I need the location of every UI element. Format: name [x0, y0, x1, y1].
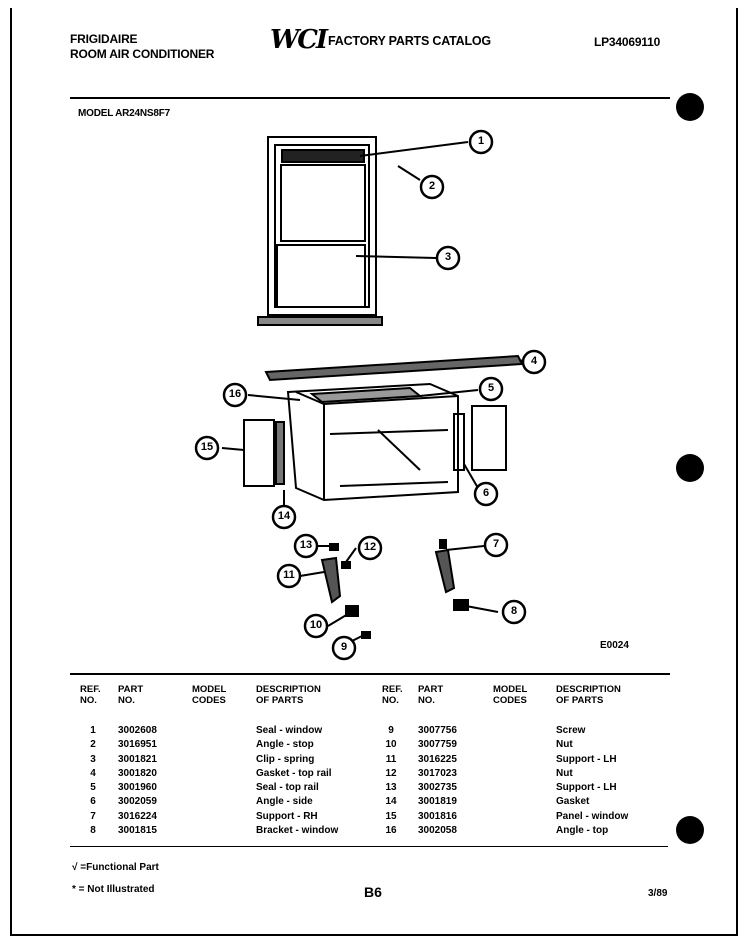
header-model-codes-right: MODEL CODES [493, 684, 528, 706]
wci-logo: WCI [270, 25, 327, 55]
callout-label-5: 5 [487, 382, 495, 394]
left-part-column [118, 724, 157, 838]
callout-label-2: 2 [428, 180, 436, 192]
table-row-part: 3002735 [418, 782, 457, 794]
table-row-ref: 3 [90, 753, 96, 765]
table-row-ref: 14 [385, 796, 397, 808]
table-row-ref: 8 [90, 825, 96, 837]
callout-label-14: 14 [277, 510, 291, 522]
table-row-desc: Gasket [556, 796, 590, 808]
table-row-part: 3017023 [418, 767, 457, 779]
table-row-ref: 4 [90, 767, 96, 779]
table-row-ref: 10 [385, 739, 397, 751]
diagram-code: E0024 [600, 640, 629, 651]
table-row-part: 3016224 [118, 810, 157, 822]
table-row-desc: Support - RH [256, 810, 318, 822]
callout-label-3: 3 [444, 251, 452, 263]
right-part-column [418, 724, 457, 838]
callout-label-8: 8 [510, 605, 518, 617]
table-row-desc: Screw [556, 725, 586, 736]
callout-label-1: 1 [477, 135, 485, 147]
header-model-codes: MODEL CODES [192, 684, 227, 706]
table-bottom-rule [70, 846, 668, 847]
table-row-part: 3016951 [118, 739, 157, 751]
table-row-desc: Panel - window [556, 810, 629, 822]
table-row-part: 3007759 [418, 739, 457, 751]
binder-hole-bottom [676, 816, 704, 844]
right-ref-column [384, 724, 398, 838]
table-row-part: 3001819 [418, 796, 457, 808]
revision-date: 3/89 [648, 888, 668, 899]
functional-part-note: √ =Functional Part [72, 862, 159, 873]
left-desc-column [256, 724, 338, 838]
right-desc-column [556, 724, 628, 838]
product-name: ROOM AIR CONDITIONER [70, 47, 215, 61]
table-row-part: 3001815 [118, 825, 157, 837]
table-row-part: 3001816 [418, 810, 457, 822]
header-part-no: PART NO. [118, 684, 144, 706]
table-row-desc: Nut [556, 739, 573, 751]
callout-label-15: 15 [200, 441, 214, 453]
callout-label-7: 7 [492, 538, 500, 550]
table-row-part: 3001821 [118, 753, 157, 765]
table-row-desc: Support - LH [556, 782, 617, 794]
table-row-part: 3016225 [418, 753, 457, 765]
table-row-ref: 5 [90, 782, 96, 794]
header-description-right: DESCRIPTION OF PARTS [556, 684, 621, 706]
table-row-desc: Gasket - top rail [256, 767, 332, 779]
table-row-ref: 2 [90, 739, 96, 751]
table-row-desc: Seal - window [256, 725, 323, 736]
table-row-desc: Seal - top rail [256, 782, 319, 794]
table-row-desc: Nut [556, 767, 573, 779]
table-row-ref: 16 [385, 825, 397, 837]
table-row-desc: Clip - spring [256, 753, 315, 765]
table-row-ref: 9 [388, 725, 394, 736]
table-row-part: 3001820 [118, 767, 157, 779]
left-ref-column [88, 724, 98, 838]
table-row-desc: Angle - top [556, 825, 609, 837]
table-row-ref: 7 [90, 810, 96, 822]
callout-label-9: 9 [340, 641, 348, 653]
brand-name: FRIGIDAIRE [70, 32, 138, 46]
table-row-desc: Angle - stop [256, 739, 314, 751]
table-row-ref: 12 [385, 767, 397, 779]
callout-label-12: 12 [363, 541, 377, 553]
catalog-title: FACTORY PARTS CATALOG [328, 34, 491, 48]
model-label: MODEL AR24NS8F7 [78, 108, 171, 119]
header-ref-no-right: REF. NO. [382, 684, 403, 706]
header-ref-no: REF. NO. [80, 684, 101, 706]
header-part-no-right: PART NO. [418, 684, 444, 706]
header-description: DESCRIPTION OF PARTS [256, 684, 321, 706]
page-number: B6 [364, 884, 382, 900]
callout-label-10: 10 [309, 619, 323, 631]
table-row-part: 3002058 [418, 825, 457, 837]
callout-label-16: 16 [228, 388, 242, 400]
table-row-part: 3002059 [118, 796, 157, 808]
table-row-desc: Support - LH [556, 753, 617, 765]
table-row-ref: 15 [385, 810, 397, 822]
table-row-desc: Bracket - window [256, 825, 339, 837]
catalog-number: LP34069110 [594, 35, 661, 49]
table-row-desc: Angle - side [256, 796, 313, 808]
callout-label-6: 6 [482, 487, 490, 499]
table-row-ref: 13 [385, 782, 397, 794]
table-row-part: 3001960 [118, 782, 157, 794]
callout-label-13: 13 [299, 539, 313, 551]
table-top-rule [70, 673, 670, 675]
table-row-ref: 11 [385, 753, 397, 765]
callout-label-4: 4 [530, 355, 538, 367]
table-row-ref: 6 [90, 796, 96, 808]
table-row-ref: 1 [90, 725, 96, 736]
callout-label-11: 11 [283, 569, 295, 581]
table-row-part: 3002608 [118, 725, 157, 736]
not-illustrated-note: * = Not Illustrated [72, 884, 155, 895]
table-row-part: 3007756 [418, 725, 457, 736]
